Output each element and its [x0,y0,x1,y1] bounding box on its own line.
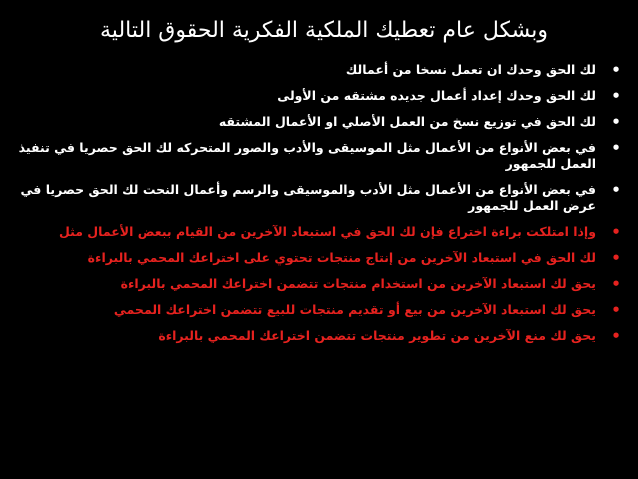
bullet-item [8,114,630,130]
bullet-text: يحق لك منع الآخرين من تطوير منتجات تتضمن اختراعك المحمي بالبراءة [158,328,596,343]
bullet-item [8,328,630,344]
bullet-text: لك الحق وحدك إعداد أعمال جديده مشتقه من الأولى [277,88,596,103]
bullet-text: لك الحق وحدك ان تعمل نسخا من أعمالك [345,62,596,77]
bullet-text: لك الحق في توزيع نسخ من العمل الأصلي او الأعمال المشتقه [218,114,596,129]
bullet-icon: • [611,249,621,267]
bullet-text: في بعض الأنواع من الأعمال مثل الأدب والموسيقى والرسم وأعمال النحت لك الحق حصريا في عرض العمل للجمهور [20,182,596,213]
bullet-text: وإذا امتلكت براءة اختراع فإن لك الحق في استبعاد الآخرين من القيام ببعض الأعمال مثل [58,224,596,239]
bullet-item [8,302,630,318]
bullet-item [8,250,630,266]
bullet-text: يحق لك استبعاد الآخرين من استخدام منتجات تتضمن اختراعك المحمي بالبراءة [120,276,596,291]
bullet-text: لك الحق في استبعاد الآخرين من إنتاج منتجات تحتوي على اختراعك المحمي بالبراءة [87,250,596,265]
bullet-item [8,62,630,78]
bullet-text: يحق لك استبعاد الآخرين من بيع أو تقديم منتجات للبيع تتضمن اختراعك المحمي [113,302,596,317]
bullet-icon: • [611,301,621,319]
bullet-text: في بعض الأنواع من الأعمال مثل الموسيقى والأدب والصور المتحركه لك الحق حصريا في تنفيذ العمل للجمهور [18,140,596,171]
bullet-icon: • [611,61,621,79]
bullet-icon: • [611,113,621,131]
bullet-icon: • [611,87,621,105]
bullet-item [8,276,630,292]
bullet-item [8,140,630,172]
bullet-icon: • [611,223,621,241]
bullet-icon: • [611,275,621,293]
bullet-icon: • [611,181,621,199]
bullet-icon: • [611,327,621,345]
bullet-list [8,62,630,354]
bullet-item [8,182,630,214]
slide-title: وبشكل عام تعطيك الملكية الفكرية الحقوق التالية [100,18,548,43]
bullet-item [8,224,630,240]
bullet-icon: • [611,139,621,157]
bullet-item [8,88,630,104]
